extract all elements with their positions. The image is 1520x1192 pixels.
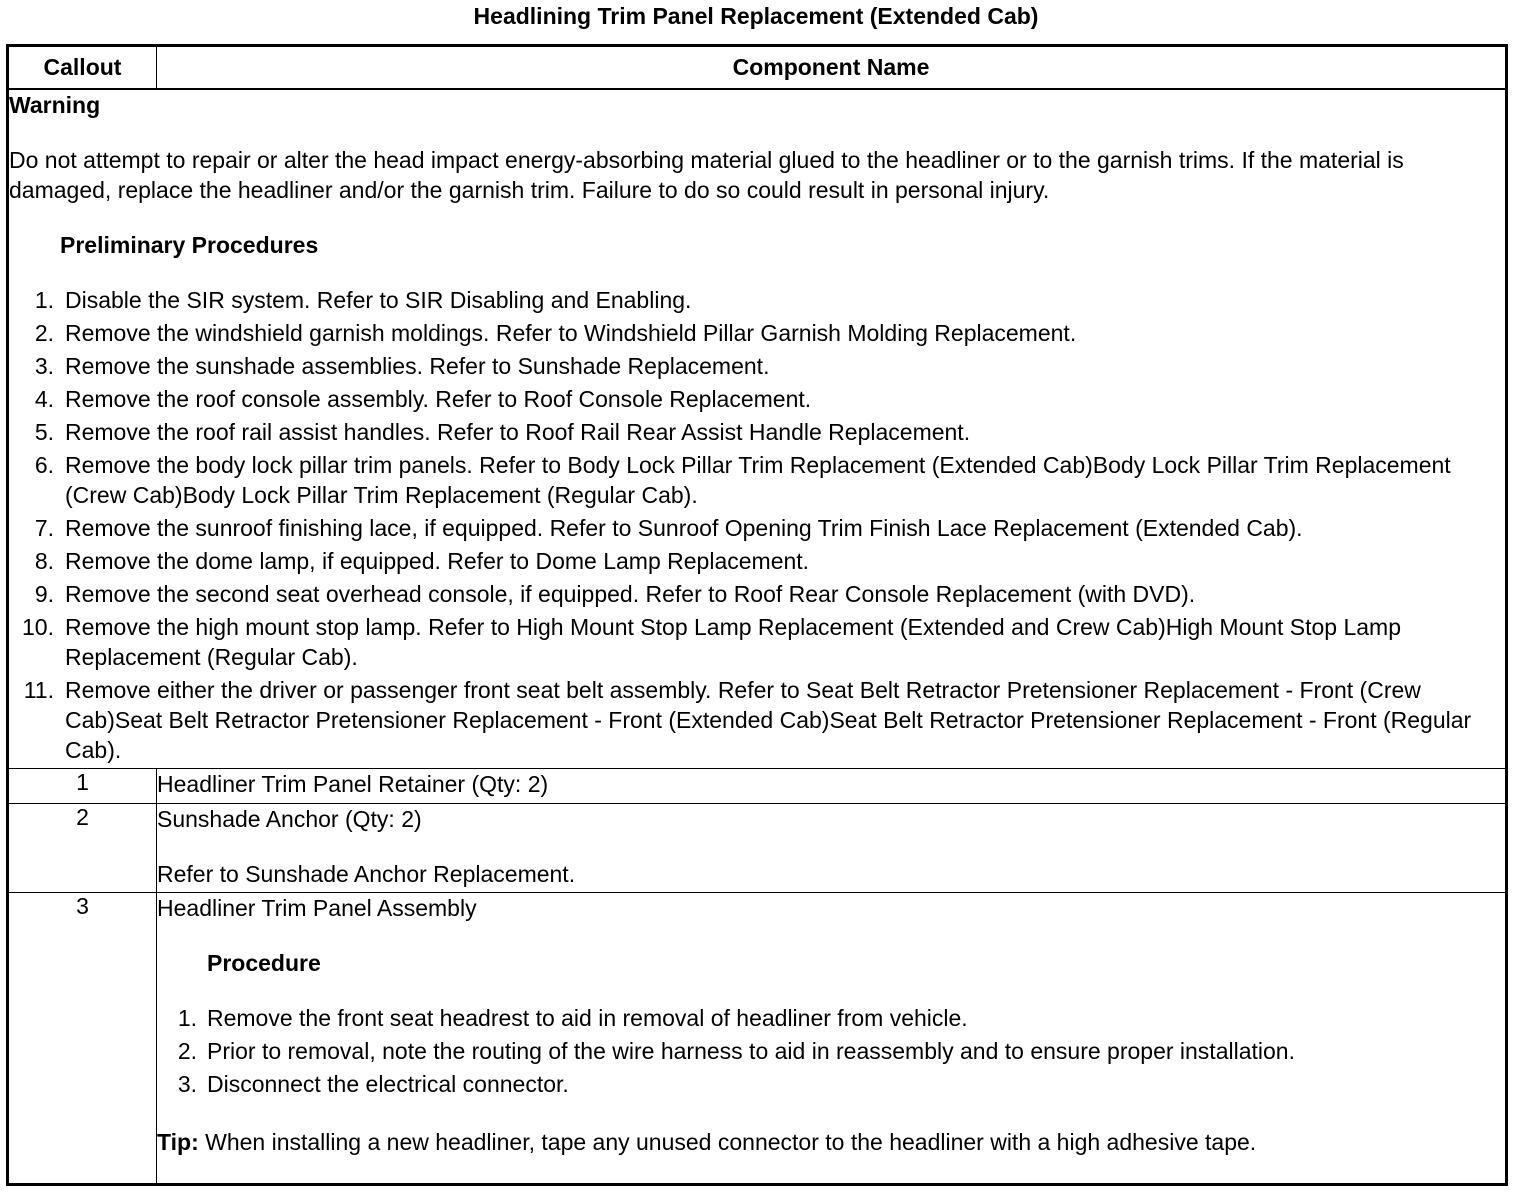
step-text: Remove the sunroof finishing lace, if equipped. Refer to Sunroof Opening Trim Finish Lace Replacement (Extended Cab). — [65, 515, 1303, 541]
tip-note — [157, 1127, 1505, 1157]
step-text: Prior to removal, note the routing of the wire harness to aid in reassembly and to ensure proper installation. — [207, 1038, 1295, 1064]
step-number: 1. — [177, 1005, 197, 1031]
step-text: Remove the second seat overhead console, if equipped. Refer to Roof Rear Console Replacement (with DVD). — [65, 581, 1196, 607]
preliminary-steps-list — [9, 285, 1505, 765]
callout-cell: 3 — [8, 893, 157, 1185]
step-number: 1. — [34, 287, 54, 313]
component-name: Headliner Trim Panel Assembly — [157, 895, 477, 921]
step-number: 6. — [34, 452, 54, 478]
list-item — [9, 384, 1505, 414]
step-text: Disable the SIR system. Refer to SIR Disabling and Enabling. — [65, 287, 692, 313]
step-text: Remove the dome lamp, if equipped. Refer to Dome Lamp Replacement. — [65, 548, 810, 574]
component-cell — [157, 804, 1507, 893]
intro-row — [8, 89, 1507, 769]
step-number: 8. — [34, 548, 54, 574]
step-text: Remove the windshield garnish moldings. Refer to Windshield Pillar Garnish Molding Replacement. — [65, 320, 1077, 346]
step-number: 3. — [34, 353, 54, 379]
intro-cell — [8, 89, 1507, 769]
step-number: 4. — [34, 386, 54, 412]
tip-label: Tip: — [157, 1129, 199, 1155]
step-number: 2. — [177, 1038, 197, 1064]
step-text: Remove the sunshade assemblies. Refer to Sunshade Replacement. — [65, 353, 770, 379]
step-number: 3. — [177, 1071, 197, 1097]
component-cell — [157, 893, 1507, 1185]
step-text: Remove the front seat headrest to aid in removal of headliner from vehicle. — [207, 1005, 968, 1031]
step-number: 2. — [34, 320, 54, 346]
step-number: 10. — [22, 614, 54, 640]
step-text: Disconnect the electrical connector. — [207, 1071, 569, 1097]
warning-text: Do not attempt to repair or alter the head impact energy-absorbing material glued to the headliner or to the garnish trims. If the material is damaged, replace the headliner and/or the garnish trim. Failure to do so could result in personal injury. — [9, 147, 1404, 203]
list-item — [9, 612, 1505, 672]
list-item — [9, 285, 1505, 315]
table-row — [8, 893, 1507, 1185]
component-name: Headliner Trim Panel Retainer (Qty: 2) — [157, 771, 549, 797]
step-number: 7. — [34, 515, 54, 541]
preliminary-heading: Preliminary Procedures — [60, 232, 319, 258]
procedure-steps-list — [157, 1003, 1505, 1099]
table-header-row — [8, 46, 1507, 90]
table-row — [8, 769, 1507, 804]
list-item — [9, 546, 1505, 576]
page-title: Headlining Trim Panel Replacement (Extended Cab) — [473, 3, 1039, 29]
list-item — [9, 513, 1505, 543]
component-name: Sunshade Anchor (Qty: 2) — [157, 806, 422, 832]
procedure-heading: Procedure — [207, 950, 321, 976]
list-item — [9, 675, 1505, 765]
list-item — [157, 1069, 1505, 1099]
callout-cell: 2 — [8, 804, 157, 893]
component-table — [6, 44, 1508, 1186]
warning-label: Warning — [9, 92, 101, 118]
component-cell — [157, 769, 1507, 804]
list-item — [157, 1036, 1505, 1066]
list-item — [9, 351, 1505, 381]
step-text: Remove either the driver or passenger front seat belt assembly. Refer to Seat Belt Retractor Pretensioner Replacement - Front (Crew Cab)Seat Belt Retractor Pretensioner Replacement - Front (Extended Cab)Seat Belt Retractor Pretensioner Replacement - Front (Regular Cab). — [65, 677, 1472, 763]
step-text: Remove the roof console assembly. Refer to Roof Console Replacement. — [65, 386, 812, 412]
list-item — [9, 579, 1505, 609]
component-note: Refer to Sunshade Anchor Replacement. — [157, 861, 576, 887]
step-number: 5. — [34, 419, 54, 445]
list-item — [9, 450, 1505, 510]
component-column-header: Component Name — [157, 46, 1507, 90]
step-number: 11. — [23, 677, 54, 703]
table-row — [8, 804, 1507, 893]
callout-column-header: Callout — [8, 46, 157, 90]
list-item — [9, 417, 1505, 447]
list-item — [9, 318, 1505, 348]
tip-text: When installing a new headliner, tape any unused connector to the headliner with a high adhesive tape. — [198, 1129, 1257, 1155]
step-text: Remove the body lock pillar trim panels. Refer to Body Lock Pillar Trim Replacement (Extended Cab)Body Lock Pillar Trim Replacement (Crew Cab)Body Lock Pillar Trim Replacement (Regular Cab). — [65, 452, 1451, 508]
step-text: Remove the roof rail assist handles. Refer to Roof Rail Rear Assist Handle Replacement. — [65, 419, 971, 445]
step-number: 9. — [34, 581, 54, 607]
callout-cell: 1 — [8, 769, 157, 804]
step-text: Remove the high mount stop lamp. Refer to High Mount Stop Lamp Replacement (Extended and Crew Cab)High Mount Stop Lamp Replacement (Regular Cab). — [65, 614, 1401, 670]
list-item — [157, 1003, 1505, 1033]
